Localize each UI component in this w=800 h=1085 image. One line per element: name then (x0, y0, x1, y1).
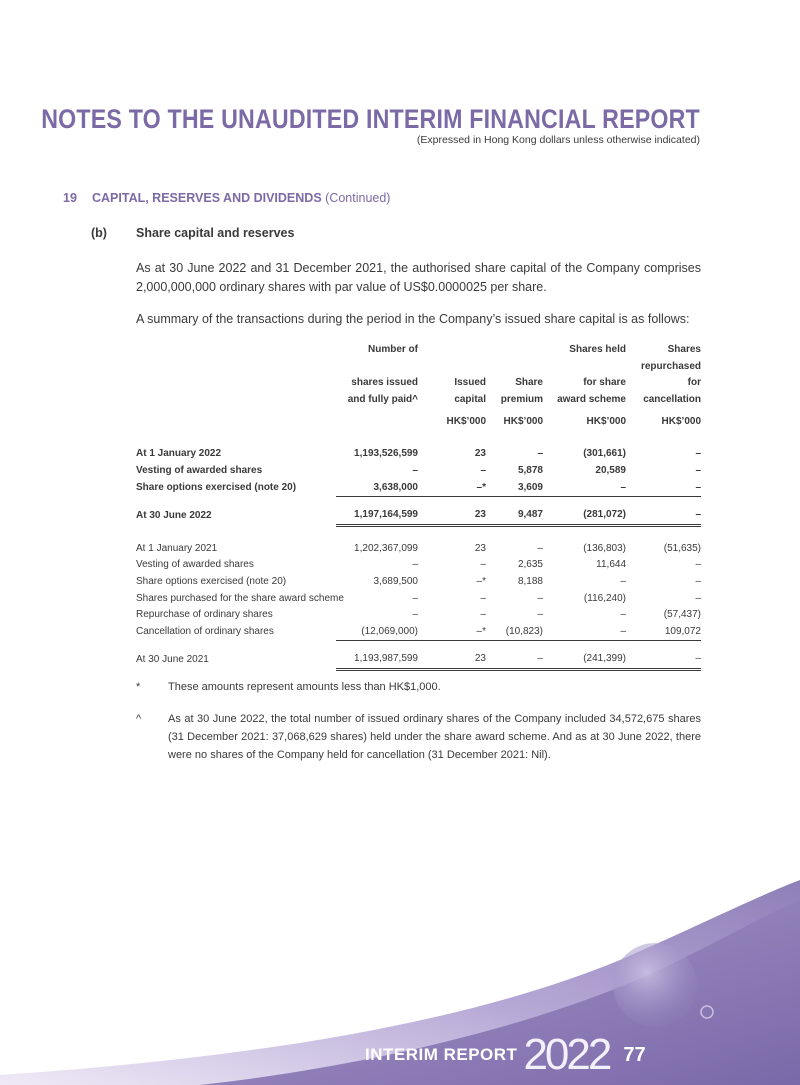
header-cell: shares issued (351, 377, 418, 389)
header-cell: repurchased for (640, 360, 701, 389)
header-cell: Shares (667, 344, 701, 355)
subsection-heading (91, 226, 294, 240)
footnote-caret (136, 710, 701, 764)
table-row-total: At 30 June 2021 1,193,987,599 23 – (241,399) – (136, 651, 701, 669)
table-row: Vesting of awarded shares – – 5,878 20,589 – (136, 464, 701, 476)
table-row: Shares purchased for the share award scheme – – – (116,240) – (136, 592, 701, 604)
unit-cell: HK$’000 (503, 416, 543, 428)
section-title: CAPITAL, RESERVES AND DIVIDENDS (92, 191, 322, 205)
header-cell: capital (454, 393, 486, 405)
table-row: At 1 January 2022 1,193,526,599 23 – (301,661) – (136, 448, 701, 460)
table-row: At 1 January 2021 1,202,367,099 23 – (136,803) (51,635) (136, 542, 701, 554)
header-cell: and fully paid^ (347, 393, 418, 405)
table-row: Share options exercised (note 20) 3,638,000 –* 3,609 – – (136, 480, 701, 497)
footnote-mark: * (136, 681, 141, 693)
page-number: 77 (623, 1043, 646, 1066)
table-row: Cancellation of ordinary shares (12,069,000) –* (10,823) – 109,072 (136, 624, 701, 641)
header-cell: cancellation (643, 393, 701, 405)
footnote-asterisk (136, 678, 701, 696)
unit-cell: HK$’000 (586, 416, 626, 428)
subsection-title: Share capital and reserves (136, 226, 295, 240)
header-cell: for share (583, 377, 626, 389)
unit-cell: HK$’000 (446, 416, 486, 428)
paragraph-summary-intro: A summary of the transactions during the period in the Company’s issued share capital is as follows: (136, 312, 690, 326)
share-capital-table (136, 342, 701, 671)
page-title: NOTES TO THE UNAUDITED INTERIM FINANCIAL REPORT (41, 104, 700, 134)
footer-branding (365, 1030, 646, 1080)
unit-cell: HK$’000 (661, 416, 701, 428)
footer-year: 2022 (523, 1030, 610, 1079)
header-cell: Share (515, 377, 543, 389)
table-row: Repurchase of ordinary shares – – – – (57,437) (136, 609, 701, 621)
table-row-total: At 30 June 2022 1,197,164,599 23 9,487 (281,072) – (136, 507, 701, 525)
footnote-text: These amounts represent amounts less than HK$1,000. (168, 681, 441, 693)
header-cell: Issued (454, 377, 486, 389)
header-cell: award scheme (557, 393, 626, 405)
subsection-label: (b) (91, 226, 107, 240)
header-cell: Number of (368, 344, 418, 355)
paragraph-authorised-capital: As at 30 June 2022 and 31 December 2021, the authorised share capital of the Company comprises 2,000,000,000 ordinary shares with par value of US$0.0000025 per share. (136, 261, 701, 294)
header-cell: premium (500, 393, 543, 405)
section-heading (63, 191, 390, 205)
footer-report-label: INTERIM REPORT (365, 1045, 518, 1064)
table-row: Vesting of awarded shares – – 2,635 11,644 – (136, 559, 701, 571)
table-row: Share options exercised (note 20) 3,689,500 –* 8,188 – – (136, 575, 701, 587)
page-subtitle: (Expressed in Hong Kong dollars unless otherwise indicated) (416, 134, 700, 146)
section-continued: (Continued) (325, 191, 391, 205)
footnote-text: As at 30 June 2022, the total number of issued ordinary shares of the Company included 34,572,675 shares (31 December 2021: 37,068,629 shares) held under the share award scheme. And as at 30 June 2022, there were no shares of the Company held for cancellation (31 December 2021: Nil). (168, 713, 701, 761)
header-cell: Shares held (569, 344, 626, 355)
section-number: 19 (63, 191, 77, 205)
footnote-mark: ^ (136, 713, 142, 725)
